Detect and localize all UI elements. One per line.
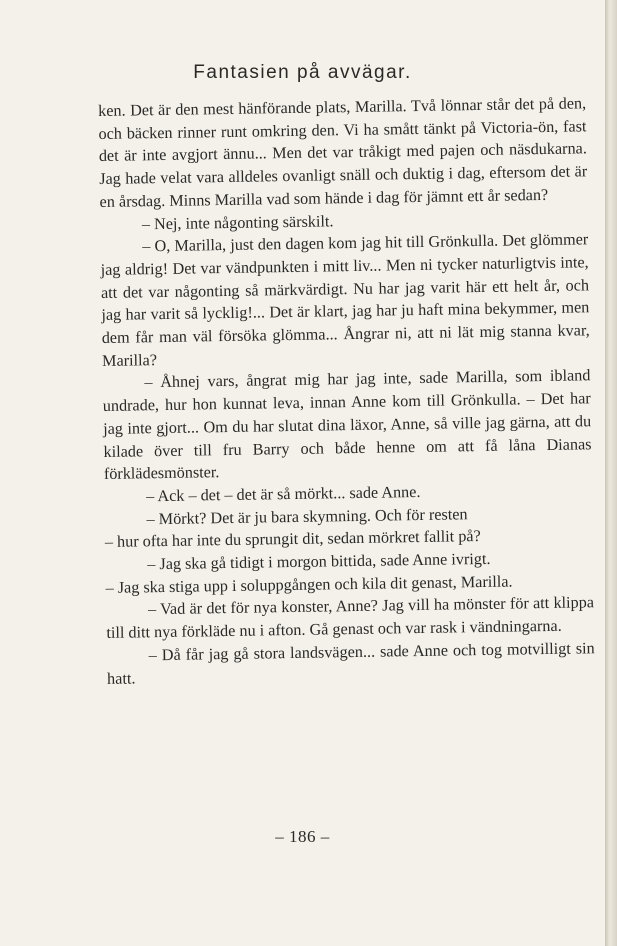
page-gutter (605, 0, 617, 946)
paragraph: – Jag ska stiga upp i soluppgången och kila dit genast, Marilla. (105, 572, 513, 597)
paragraph: – O, Marilla, just den dagen kom jag hit till Grönkulla. Det glömmer jag aldrig! Det var vändpunkten i mitt liv... Men ni tycker naturligtvis inte, att det var någonting så märkvärdigt. Nu har jag varit här ett helt år, och jag har varit så lycklig!... Det är klart, jag har ju haft mina bekymmer, men dem får man väl försöka glömma... Ångrar ni, att ni lät mig stanna kvar, Marilla? (100, 230, 590, 370)
paragraph: – Ack – det – det är så mörkt... sade Anne. (146, 482, 421, 506)
running-header: Fantasien på avvägar. (193, 62, 412, 83)
paragraph: – hur ofta har inte du sprungit dit, sedan mörkret fallit på? (104, 527, 481, 552)
body-text (98, 92, 595, 690)
page-number: – 186 – (275, 827, 330, 846)
paragraph: – Nej, inte någonting särskilt. (141, 211, 334, 233)
paragraph: – Mörkt? Det är ju bara skymning. Och för resten (146, 504, 468, 528)
paragraph: – Vad är det för nya konster, Anne? Jag vill ha mönster för att klippa till ditt nya förkläde nu i afton. Gå genast och var rask i vändningarna. (106, 593, 595, 643)
paragraph: ken. Det är den mest hänförande plats, Marilla. Två lönnar står det på den, och bäcken rinner runt omkring den. Vi ha smått tänkt på Victoria-ön, fast det är inte avgjort ännu... Men det var tråkigt med pajen och näsdukarna. Jag hade velat vara alldeles ovanligt snäll och duktig i dag, eftersom det är en årsdag. Minns Marilla vad som hände i dag för jämnt ett år sedan? (98, 94, 588, 211)
paragraph: – Jag ska gå tidigt i morgon bittida, sade Anne ivrigt. (147, 549, 491, 574)
paragraph: – Då får jag gå stora landsvägen... sade Anne och tog motvilligt sin hatt. (106, 639, 595, 688)
paragraph: – Åhnej vars, ångrat mig har jag inte, sade Marilla, som ibland undrade, hur hon kunnat leva, innan Anne kom till Grönkulla. – Det har jag inte gjort... Om du har slutat dina läxor, Anne, så ville jag gärna, att du kilade över till fru Barry och både henne om att få låna Dianas förklädesmönster. (102, 366, 592, 484)
